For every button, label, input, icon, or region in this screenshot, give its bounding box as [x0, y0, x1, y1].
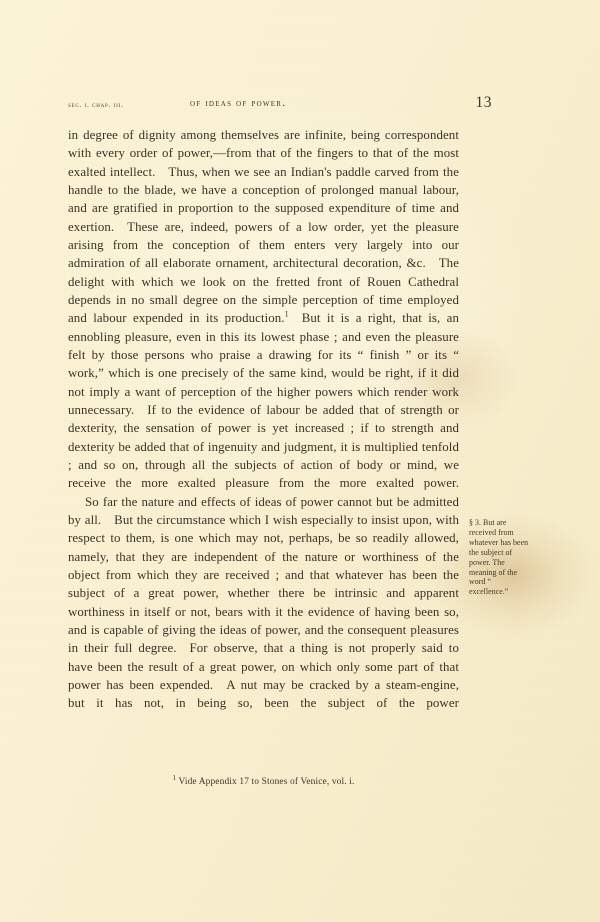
running-head-left-chapter: sec. i. chap. iii. — [68, 100, 124, 109]
paragraph-1 — [68, 126, 459, 493]
footnote-text: Vide Appendix 17 to Stones of Venice, vol. i. — [178, 777, 355, 787]
footnote-reference-marker[interactable]: 1 — [284, 309, 289, 319]
body-text-column — [68, 126, 459, 713]
paragraph-1-text-before-note: in degree of dignity among themselves are infinite, being correspondent with every order of power,—from that of the fingers to that of the most exalted intellect. Thus, when we see an Indian's paddle carved from the handle to the blade, we have a conception of prolonged manual labour, and are gratified in proportion to the supposed expenditure of time and exertion. These are, indeed, powers of a low order, yet the pleasure arising from the conception of them enters very largely into our admiration of all elaborate ornament, architectural decoration, &c. The delight with which we look on the fretted front of Rouen Cathedral depends in no small degree on the simple perception of time employed and labour expended in its production. — [68, 128, 459, 326]
running-head-title: of ideas of power. — [190, 98, 287, 109]
footnote — [68, 773, 459, 789]
paragraph-2: So far the nature and effects of ideas of power cannot but be admitted by all. But the circumstance which I wish especially to insist upon, with respect to them, is one which may not, perhaps, be so readily allowed, namely, that they are independent of the nature or worthiness of the object from which they are received ; and that whatever has been the subject of a great power, whether there be intrinsic and apparent worthiness in itself or not, bears with it the evidence of having been so, and is capable of giving the ideas of power, and the consequent pleasures in their full degree. For observe, that a thing is not properly said to have been the result of a great power, on which only some part of that power has been expended. A nut may be cracked by a steam-engine, but it has not, in being so, been the subject of the power — [68, 494, 459, 711]
paragraph-1-text-after-note: But it is a right, that is, an ennobling pleasure, even in this its lowest phase ; and even the pleasure felt by those persons who praise a drawing for its “ finish ” or its “ work,” which is one precisely of the same kind, would be right, if it did not imply a want of perception of the higher powers which render work unnecessary. If to the evidence of labour be added that of strength or dexterity, the sensation of power is yet increased ; if to strength and dexterity be added that of ingenuity and judgment, it is multiplied tenfold ; and so on, through all the subjects of action of body or mind, we receive the more exalted pleasure from the more exalted power. — [68, 311, 459, 491]
marginal-note: § 3. But are received from whatever has been the subject of power. The meaning of the word “ excellence.” — [469, 518, 529, 597]
footnote-marker: 1 — [172, 773, 177, 782]
page-number: 13 — [475, 94, 492, 111]
running-head — [68, 94, 492, 116]
